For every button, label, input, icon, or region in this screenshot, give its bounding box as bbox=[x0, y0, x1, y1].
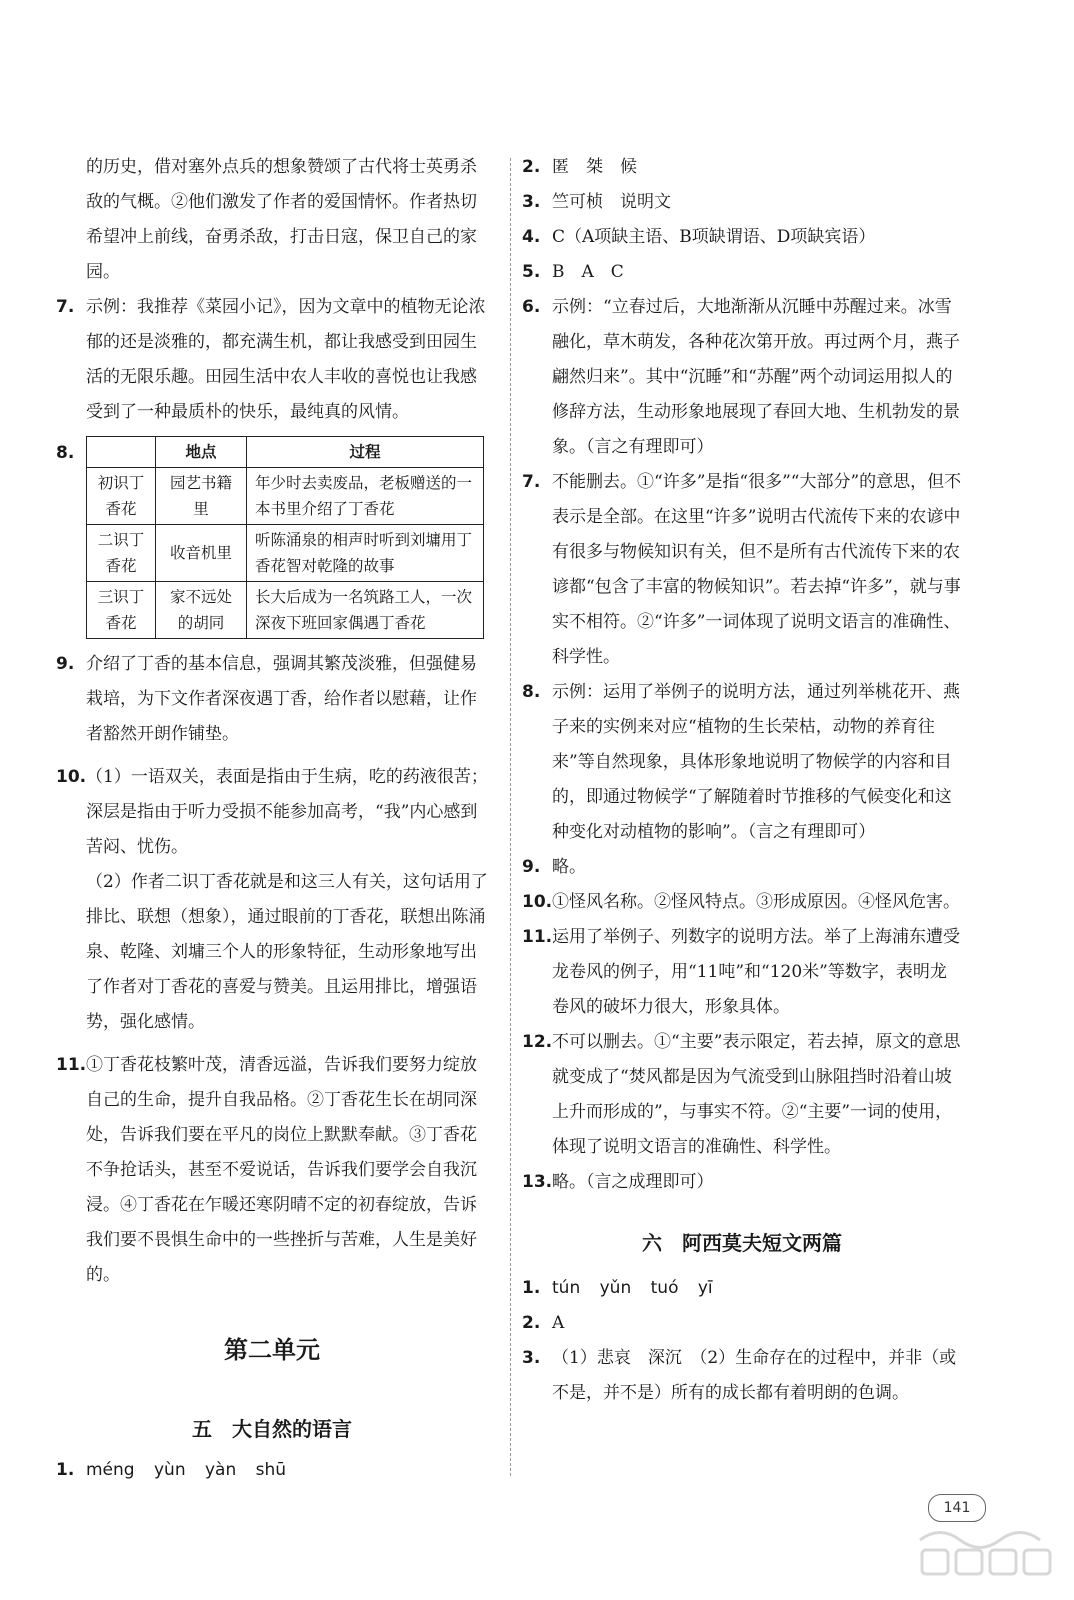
table-header: 地点 bbox=[156, 437, 247, 468]
s6-answer-2 bbox=[522, 1306, 962, 1341]
answer-number: 13. bbox=[522, 1172, 553, 1192]
answer-number: 11. bbox=[56, 1055, 87, 1075]
s5-answer-11 bbox=[522, 920, 962, 1025]
answer-text: ①丁香花枝繁叶茂，清香远溢，告诉我们要努力绽放自己的生命，提升自我品格。②丁香花生长在胡同深处，告诉我们要在平凡的岗位上默默奉献。③丁香花不争抢话头，甚至不爱说话，告诉我们要学会自我沉浸。④丁香花在乍暖还寒阴晴不定的初春绽放，告诉我们要不畏惧生命中的一些挫折与苦难，人生是美好的。 bbox=[86, 1055, 477, 1285]
answer-text: 略。（言之成理即可） bbox=[552, 1172, 714, 1192]
s5-answer-2 bbox=[522, 150, 962, 185]
table-row bbox=[87, 525, 484, 582]
answer-number: 1. bbox=[56, 1460, 75, 1480]
s5-answer-6 bbox=[522, 290, 962, 465]
answer-number: 4. bbox=[522, 227, 541, 247]
answer-number: 7. bbox=[522, 472, 541, 492]
answer-number: 3. bbox=[522, 192, 541, 212]
s6-answer-1 bbox=[522, 1271, 962, 1306]
answer-text: 匿 桀 候 bbox=[552, 157, 637, 177]
page-number: 141 bbox=[928, 1494, 986, 1522]
table-header: 过程 bbox=[247, 437, 484, 468]
answer-text: B A C bbox=[552, 262, 624, 282]
answer-7 bbox=[56, 290, 488, 430]
answer-text: 示例：运用了举例子的说明方法，通过列举桃花开、燕子来的实例来对应“植物的生长荣枯，动物的养育往来”等自然现象，具体形象地说明了物候学的内容和目的，即通过物候学“了解随着时节推移的气候变化和这种变化对动植物的影响”。（言之有理即可） bbox=[552, 682, 960, 842]
s5-answer-4 bbox=[522, 220, 962, 255]
table-cell: 年少时去卖废品，老板赠送的一本书里介绍了丁香花 bbox=[247, 468, 484, 525]
table-cell: 二识丁香花 bbox=[87, 525, 156, 582]
table-cell: 园艺书籍里 bbox=[156, 468, 247, 525]
answer-number: 11. bbox=[522, 927, 553, 947]
answer-number: 12. bbox=[522, 1032, 553, 1052]
answer-8 bbox=[56, 436, 488, 639]
answer-number: 8. bbox=[56, 443, 75, 463]
table-row bbox=[87, 582, 484, 639]
answer-text: 略。 bbox=[552, 857, 586, 877]
answer-text: 示例：“立春过后，大地渐渐从沉睡中苏醒过来。冰雪融化，草木萌发，各种花次第开放。再过两个月，燕子翩然归来”。其中“沉睡”和“苏醒”两个动词运用拟人的修辞方法，生动形象地展现了春回大地、生机勃发的景象。（言之有理即可） bbox=[552, 297, 960, 457]
table-header bbox=[87, 437, 156, 468]
table-cell: 家不远处的胡同 bbox=[156, 582, 247, 639]
answer-number: 9. bbox=[522, 857, 541, 877]
table-cell: 听陈涌泉的相声时听到刘墉用丁香花智对乾隆的故事 bbox=[247, 525, 484, 582]
answer-part-1: （1）一语双关，表面是指由于生病，吃的药液很苦；深层是指由于听力受损不能参加高考，“我”内心感到苦闷、忧伤。 bbox=[86, 767, 488, 857]
s5-answer-9 bbox=[522, 850, 962, 885]
left-column bbox=[56, 150, 488, 1488]
s5-answer-12 bbox=[522, 1025, 962, 1165]
answer-text: 运用了举例子、列数字的说明方法。举了上海浦东遭受龙卷风的例子，用“11吨”和“120米”等数字，表明龙卷风的破坏力很大，形象具体。 bbox=[552, 927, 960, 1017]
answer-text: 介绍了丁香的基本信息，强调其繁茂淡雅，但强健易栽培，为下文作者深夜遇丁香，给作者以慰藉，让作者豁然开朗作铺垫。 bbox=[86, 654, 477, 744]
watermark-logo bbox=[910, 1520, 1060, 1590]
s5-answer-7 bbox=[522, 465, 962, 675]
answer-text: （1）悲哀 深沉 （2）生命存在的过程中，并非（或不是，并不是）所有的成长都有着明朗的色调。 bbox=[552, 1348, 957, 1403]
table-cell: 收音机里 bbox=[156, 525, 247, 582]
answer-text: 不可以删去。①“主要”表示限定，若去掉，原文的意思就变成了“焚风都是因为气流受到山脉阻挡时沿着山坡上升而形成的”，与事实不符。②“主要”一词的使用，体现了说明文语言的准确性、科学性。 bbox=[552, 1032, 961, 1157]
table-row bbox=[87, 468, 484, 525]
table-cell: 长大后成为一名筑路工人，一次深夜下班回家偶遇丁香花 bbox=[247, 582, 484, 639]
answer-text: 竺可桢 说明文 bbox=[552, 192, 671, 212]
right-column bbox=[522, 150, 962, 1411]
table-cell: 三识丁香花 bbox=[87, 582, 156, 639]
answer-number: 5. bbox=[522, 262, 541, 282]
answer-9 bbox=[56, 647, 488, 752]
answer-number: 10. bbox=[522, 892, 553, 912]
answer-number: 6. bbox=[522, 297, 541, 317]
answer-11 bbox=[56, 1048, 488, 1293]
pinyin-answer: méng yùn yàn shū bbox=[86, 1460, 287, 1480]
section-title: 六 阿西莫夫短文两篇 bbox=[642, 1231, 842, 1255]
answer-part-2: （2）作者二识丁香花就是和这三人有关，这句话用了排比、联想（想象），通过眼前的丁香花，联想出陈涌泉、乾隆、刘墉三个人的形象特征，生动形象地写出了作者对丁香花的喜爱与赞美。且运用排比，增强语势，强化感情。 bbox=[86, 872, 488, 1032]
answer-text: A bbox=[552, 1313, 565, 1333]
s6-answer-3 bbox=[522, 1341, 962, 1411]
answer-text: 示例：我推荐《菜园小记》，因为文章中的植物无论浓郁的还是淡雅的，都充满生机，都让我感受到田园生活的无限乐趣。田园生活中农人丰收的喜悦也让我感受到了一种最质朴的快乐，最纯真的风情。 bbox=[86, 297, 486, 422]
s5-answer-8 bbox=[522, 675, 962, 850]
answer-number: 2. bbox=[522, 1313, 541, 1333]
answer-text: ①怪风名称。②怪风特点。③形成原因。④怪风危害。 bbox=[552, 892, 960, 912]
answer-10 bbox=[56, 760, 488, 1040]
answer-number: 2. bbox=[522, 157, 541, 177]
unit-title: 第二单元 bbox=[224, 1336, 320, 1364]
answer-number: 7. bbox=[56, 297, 75, 317]
section-title: 五 大自然的语言 bbox=[192, 1417, 352, 1441]
column-divider bbox=[510, 158, 511, 1476]
continued-answer: 的历史，借对塞外点兵的想象赞颂了古代将士英勇杀敌的气概。②他们激发了作者的爱国情怀。作者热切希望冲上前线，奋勇杀敌，打击日寇，保卫自己的家园。 bbox=[86, 157, 477, 282]
answer-number: 8. bbox=[522, 682, 541, 702]
s5-answer-5 bbox=[522, 255, 962, 290]
s5-answer-3 bbox=[522, 185, 962, 220]
answer-number: 9. bbox=[56, 654, 75, 674]
answer-number: 3. bbox=[522, 1348, 541, 1368]
answer-number: 1. bbox=[522, 1278, 541, 1298]
answer-text: 不能删去。①“许多”是指“很多”“大部分”的意思，但不表示是全部。在这里“许多”说明古代流传下来的农谚中有很多与物候知识有关，但不是所有古代流传下来的农谚都“包含了丰富的物候知识”。若去掉“许多”，就与事实不相符。②“许多”一词体现了说明文语言的准确性、科学性。 bbox=[552, 472, 962, 667]
lilac-table bbox=[86, 436, 484, 639]
table-cell: 初识丁香花 bbox=[87, 468, 156, 525]
s5-answer-1 bbox=[56, 1453, 488, 1488]
answer-text: C（A项缺主语、B项缺谓语、D项缺宾语） bbox=[552, 227, 876, 247]
table-header-row bbox=[87, 437, 484, 468]
s5-answer-10 bbox=[522, 885, 962, 920]
s5-answer-13 bbox=[522, 1165, 962, 1200]
pinyin-answer: tún yǔn tuó yī bbox=[552, 1278, 713, 1298]
answer-number: 10. bbox=[56, 767, 87, 787]
